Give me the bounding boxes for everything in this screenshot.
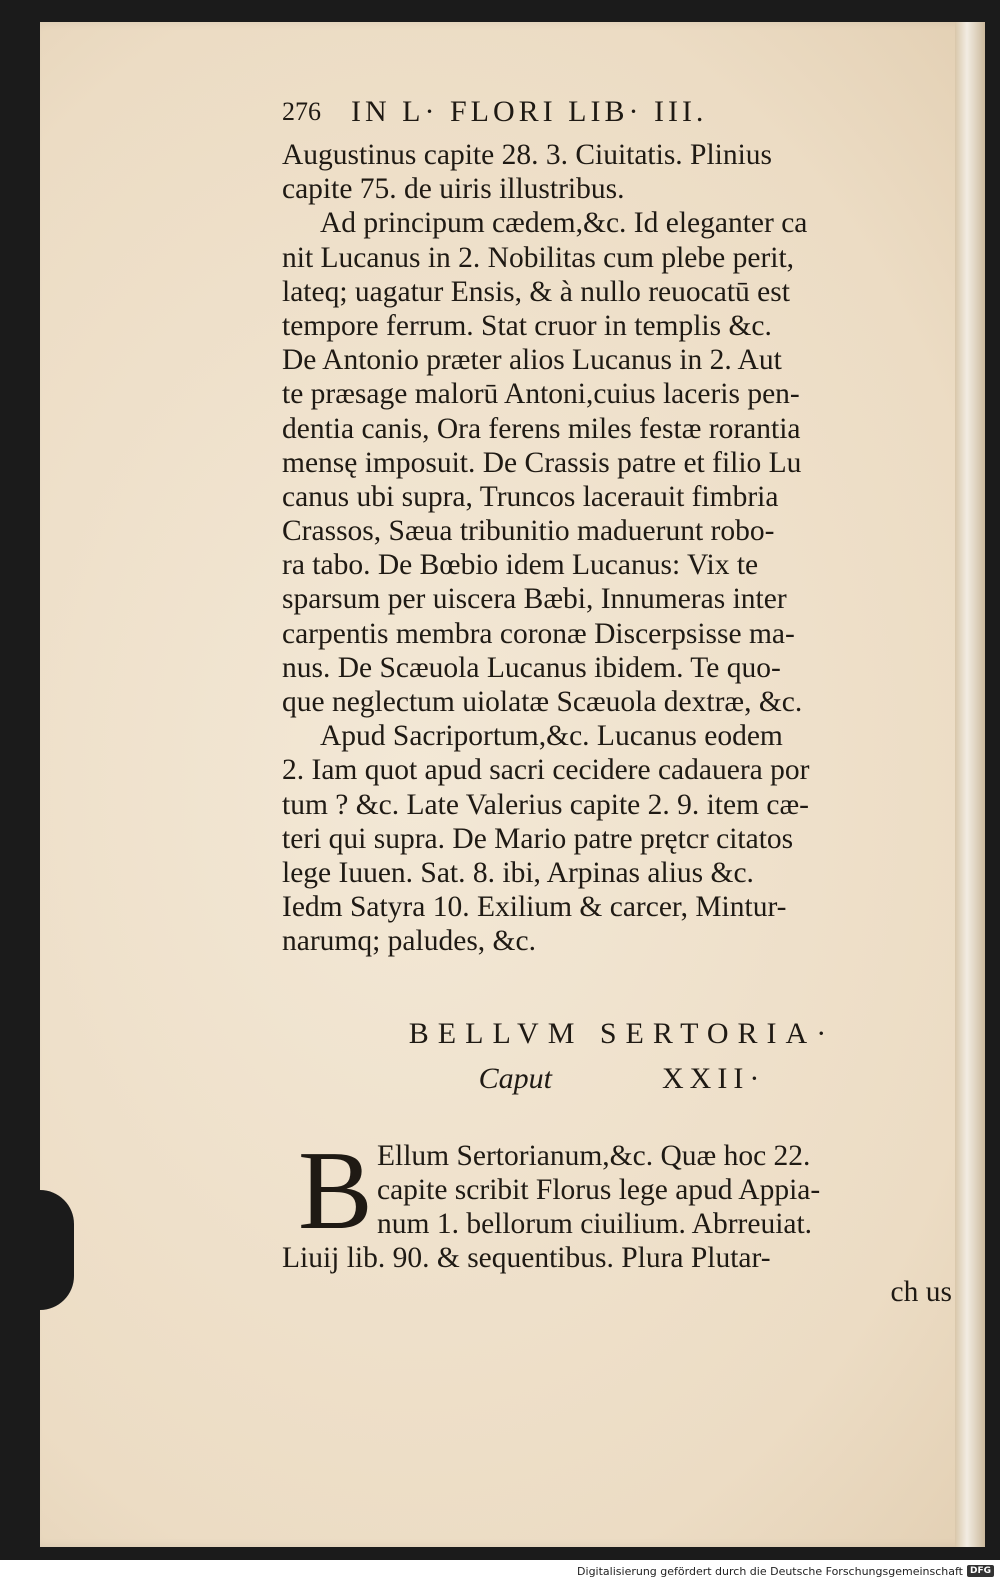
text-line: lateq; uagatur Ensis, & à nullo reuocatū est [282, 275, 790, 308]
text-line: Augustinus capite 28. 3. Ciuitatis. Plinius [282, 139, 773, 171]
text-column [282, 90, 962, 1309]
text-line: 2. Iam quot apud sacri cecidere cadauera por [282, 754, 810, 787]
caput-label: Caput [478, 1061, 553, 1095]
text-line: Liuij lib. 90. & sequentibus. Plura Plutar- [282, 1242, 771, 1275]
chapter-heading [282, 1057, 962, 1101]
text-line: dentia canis, Ora ferens miles festæ rorantia [282, 412, 801, 445]
running-header [282, 90, 962, 134]
text-line: Ad principum cædem,&c. Id eleganter ca [320, 207, 808, 240]
page-number: 276 [282, 97, 321, 126]
section-title: BELLVM SERTORIA· [408, 1016, 836, 1050]
text-line: Iedm Satyra 10. Exilium & carcer, Mintur- [282, 891, 787, 924]
page-notch [40, 1190, 74, 1310]
text-line: lege Iuuen. Sat. 8. ibi, Arpinas alius &c. [282, 856, 754, 889]
text-line: Apud Sacriportum,&c. Lucanus eodem [320, 720, 783, 753]
dfg-logo: DFG [967, 1565, 994, 1577]
drop-cap: B [298, 1128, 373, 1253]
text-line: que neglectum uiolatæ Scæuola dextræ, &c. [282, 686, 803, 718]
text-line: capite 75. de uiris illustribus. [282, 173, 625, 206]
text-line: te præsage malorū Antoni,cuius laceris pen- [282, 378, 800, 411]
text-line: capite scribit Florus lege apud Appia- [377, 1173, 821, 1206]
text-line: nus. De Scæuola Lucanus ibidem. Te quo- [282, 651, 781, 684]
text-line: ra tabo. De Bœbio idem Lucanus: Vix te [282, 549, 759, 582]
text-line: teri qui supra. De Mario patre prętcr citatos [282, 822, 794, 855]
text-line: sparsum per uiscera Bæbi, Innumeras inter [282, 583, 787, 616]
caput-number: XXII· [662, 1061, 766, 1095]
text-line: narumq; paludes, &c. [282, 925, 536, 958]
text-line: mensę imposuit. De Crassis patre et filio Lu [282, 446, 802, 479]
digitization-credit [577, 1562, 994, 1580]
running-title: IN L· FLORI LIB· III. [351, 95, 708, 128]
body-text [282, 138, 962, 959]
text-line: De Antonio præter alios Lucanus in 2. Aut [282, 344, 782, 377]
text-line: carpentis membra coronæ Discerpsisse ma- [282, 617, 795, 650]
text-line: canus ubi supra, Truncos lacerauit fimbria [282, 480, 779, 513]
credit-text: Digitalisierung gefördert durch die Deutsche Forschungsgemeinschaft [577, 1564, 963, 1578]
text-line: num 1. bellorum ciuilium. Abrreuiat. [377, 1207, 813, 1240]
chapter-paragraph [282, 1128, 962, 1310]
text-line: tum ? &c. Late Valerius capite 2. 9. item cæ- [282, 788, 810, 821]
text-line: nit Lucanus in 2. Nobilitas cum plebe perit, [282, 241, 795, 274]
text-line: Crassos, Sæua tribunitio maduerunt robo- [282, 515, 775, 548]
catchword: ch us [890, 1276, 952, 1309]
text-line: Ellum Sertorianum,&c. Quæ hoc 22. [377, 1139, 811, 1172]
text-line: tempore ferrum. Stat cruor in templis &c. [282, 309, 772, 342]
